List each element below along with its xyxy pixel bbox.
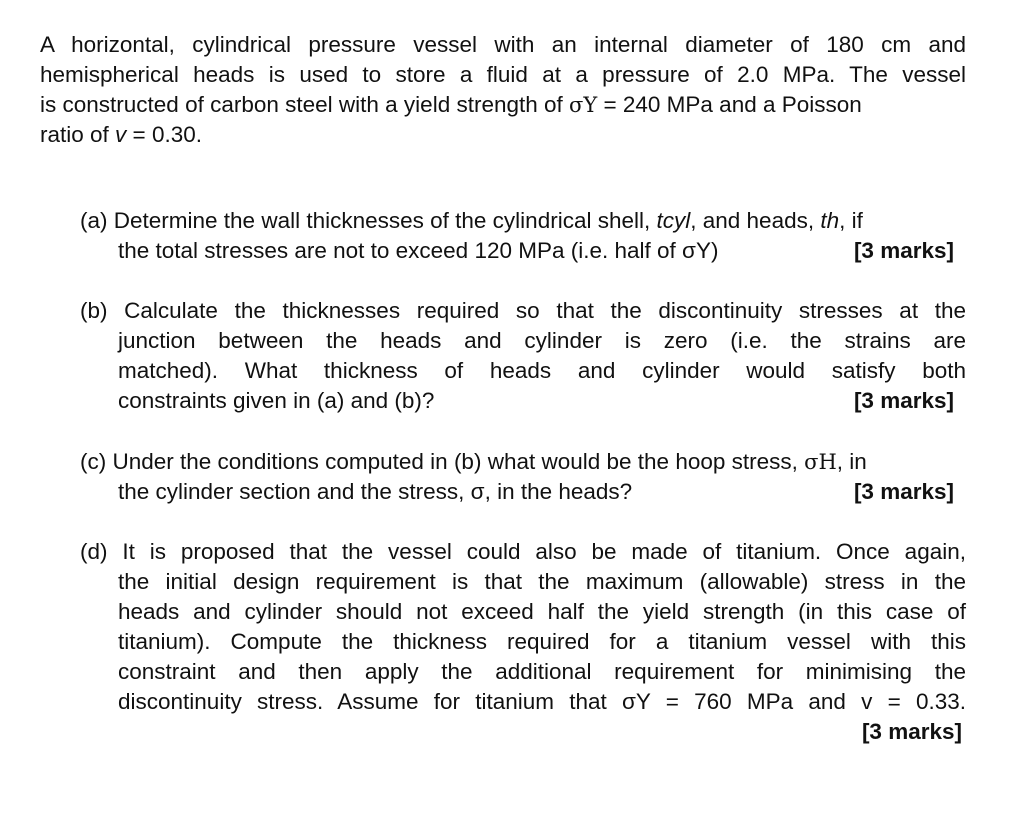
hoop-stress-symbol: σH <box>804 450 837 474</box>
part-a-line-1 <box>80 206 863 236</box>
part-a-marks: [3 marks] <box>853 238 954 263</box>
t-h-symbol: th <box>820 208 840 233</box>
part-d-line-1: (d) It is proposed that the vessel could also be made of titanium. Once again, <box>80 539 966 564</box>
part-b-line-1: (b) Calculate the thicknesses required so that the discontinuity stresses at the <box>80 298 966 323</box>
intro-line-2: hemispherical heads is used to store a fluid at a pressure of 2.0 MPa. The vessel <box>40 62 966 87</box>
intro-line-4 <box>40 120 966 150</box>
part-a-line-1-text-c: , if <box>839 208 863 233</box>
intro-line-3-text-a: is constructed of carbon steel with a yield strength of <box>40 92 570 117</box>
part-d-line-4: titanium). Compute the thickness required for a titanium vessel with this <box>118 629 966 654</box>
part-a-line-2: the total stresses are not to exceed 120 MPa (i.e. half of σY) <box>118 238 719 263</box>
part-c-line-1 <box>80 447 867 477</box>
intro-line-4-text-a: ratio of <box>40 122 116 147</box>
intro-line-3 <box>40 90 966 120</box>
part-c-line-2: the cylinder section and the stress, σ, in the heads? <box>118 479 633 504</box>
part-b-line-2: junction between the heads and cylinder is zero (i.e. the strains are <box>118 328 966 353</box>
part-d-line-2: the initial design requirement is that the maximum (allowable) stress in the <box>118 569 966 594</box>
yield-strength-symbol: σY <box>569 93 598 117</box>
intro-line-4-text-b: = 0.30. <box>126 122 202 147</box>
intro-line-1: A horizontal, cylindrical pressure vessel with an internal diameter of 180 cm and <box>40 32 966 57</box>
part-d-line-5: constraint and then apply the additional requirement for minimising the <box>118 659 966 684</box>
intro-line-3-text-b: = 240 MPa and a Poisson <box>597 92 862 117</box>
part-b-marks: [3 marks] <box>853 388 954 413</box>
part-c-marks: [3 marks] <box>853 479 954 504</box>
part-a-line-1-text-b: , and heads, <box>690 208 821 233</box>
part-a-line-1-text-a: (a) Determine the wall thicknesses of the cylindrical shell, <box>80 208 657 233</box>
t-cyl-symbol: tcyl <box>656 208 691 233</box>
part-d-line-3: heads and cylinder should not exceed half the yield strength (in this case of <box>118 599 966 624</box>
part-d-line-6: discontinuity stress. Assume for titanium that σY = 760 MPa and v = 0.33. <box>118 689 966 714</box>
part-b-line-3: matched). What thickness of heads and cylinder would satisfy both <box>118 358 966 383</box>
part-c-line-1-text-b: , in <box>836 449 867 474</box>
part-b-line-4: constraints given in (a) and (b)? <box>118 388 435 413</box>
part-d-marks: [3 marks] <box>861 719 962 744</box>
poisson-symbol: v <box>115 122 127 147</box>
part-c-line-1-text-a: (c) Under the conditions computed in (b) what would be the hoop stress, <box>80 449 805 474</box>
